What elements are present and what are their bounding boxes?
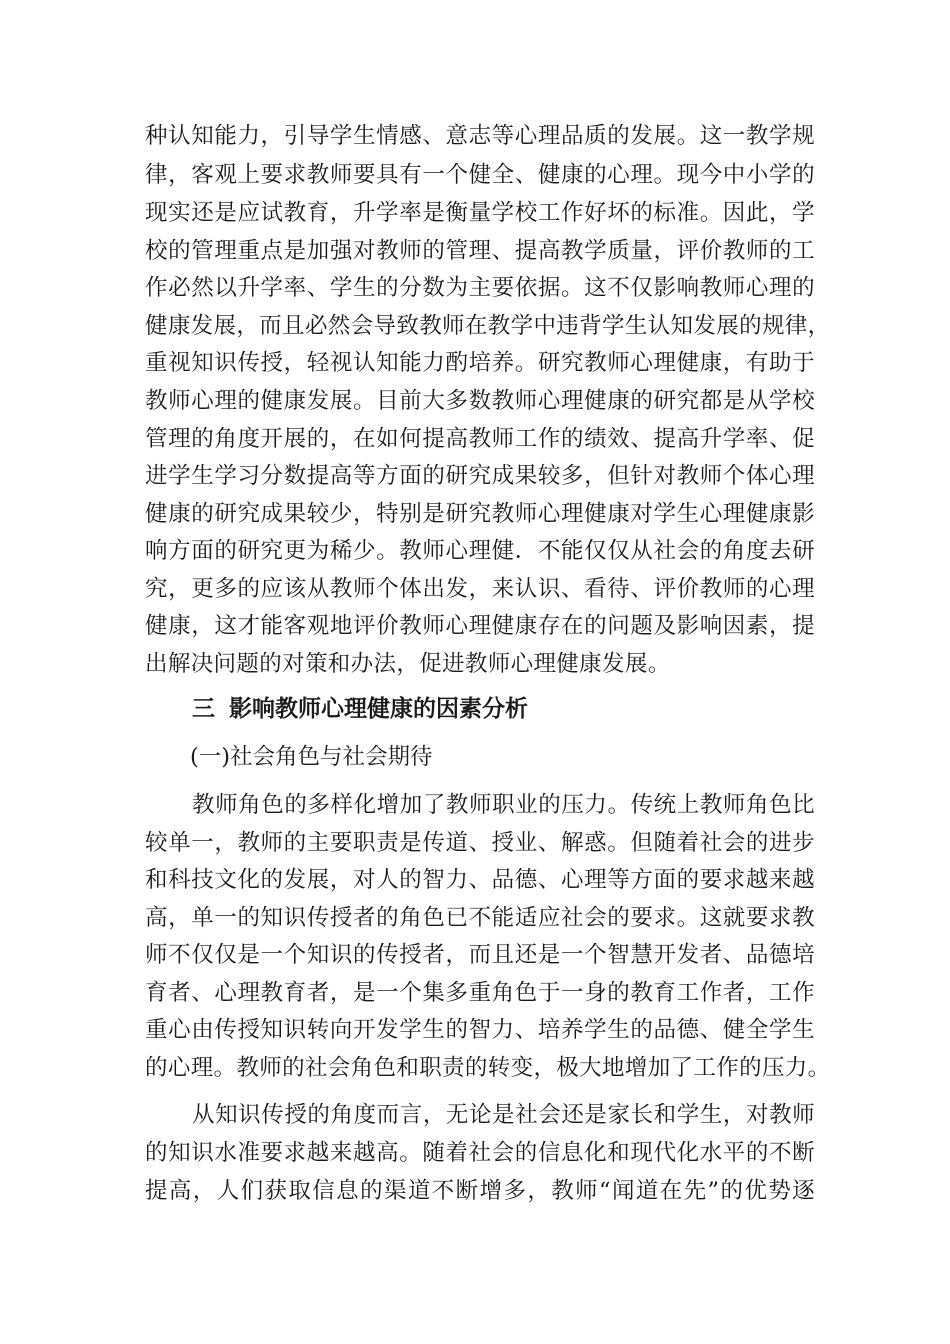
section-number: 三 bbox=[192, 696, 215, 722]
section-title: 影响教师心理健康的因素分析 bbox=[229, 696, 528, 722]
text-line: 的知识水准要求越来越高。随着社会的信息化和现代化水平的不断 bbox=[145, 1140, 815, 1166]
text-line: 出解决问题的对策和办法，促进教师心理健康发展。 bbox=[145, 651, 671, 677]
text-line: 重视知识传授，轻视认知能力酌培养。研究教师心理健康，有助于 bbox=[145, 350, 815, 376]
text-line: 重心由传授知识转向开发学生的智力、培养学生的品德、健全学生 bbox=[145, 1017, 815, 1043]
text-line: 律，客观上要求教师要具有一个健全、健康的心理。现今中小学的 bbox=[145, 162, 815, 188]
text-line: 健康，这才能客观地评价教师心理健康存在的问题及影响因素，提 bbox=[145, 613, 815, 639]
section-heading bbox=[192, 690, 528, 728]
text-line: 教师角色的多样化增加了教师职业的压力。传统上教师角色比 bbox=[192, 792, 815, 818]
text-line: 管理的角度开展的，在如何提高教师工作的绩效、提高升学率、促 bbox=[145, 426, 815, 452]
text-line: 从知识传授的角度而言，无论是社会还是家长和学生，对教师 bbox=[192, 1102, 815, 1128]
text-line: 现实还是应试教育，升学率是衡量学校工作好坏的标准。因此，学 bbox=[145, 200, 815, 226]
text-line: 教师心理的健康发展。目前大多数教师心理健康的研究都是从学校 bbox=[145, 388, 815, 414]
text-line: 健康的研究成果较少，特别是研究教师心理健康对学生心理健康影 bbox=[145, 501, 815, 527]
text-line: 进学生学习分数提高等方面的研究成果较多，但针对教师个体心理 bbox=[145, 463, 815, 489]
text-line: 健康发展，而且必然会导致教师在教学中违背学生认知发展的规律， bbox=[145, 313, 831, 339]
subsection-heading: (一)社会角色与社会期待 bbox=[190, 744, 433, 770]
text-line: 种认知能力，引导学生情感、意志等心理品质的发展。这一教学规 bbox=[145, 123, 815, 149]
text-line: 育者、心理教育者，是一个集多重角色于一身的教育工作者，工作 bbox=[145, 980, 815, 1006]
text-line: 和科技文化的发展，对人的智力、品德、心理等方面的要求越来越 bbox=[145, 867, 815, 893]
text-line: 校的管理重点是加强对教师的管理、提高教学质量，评价教师的工 bbox=[145, 238, 815, 264]
text-line: 高，单一的知识传授者的角色已不能适应社会的要求。这就要求教 bbox=[145, 905, 815, 931]
text-line: 师不仅仅是一个知识的传授者，而且还是一个智慧开发者、品德培 bbox=[145, 942, 815, 968]
text-line: 的心理。教师的社会角色和职责的转变，极大地增加了工作的压力。 bbox=[145, 1055, 831, 1081]
text-line: 作必然以升学率、学生的分数为主要依据。这不仅影响教师心理的 bbox=[145, 275, 815, 301]
text-line: 较单一，教师的主要职责是传道、授业、解惑。但随着社会的进步 bbox=[145, 830, 815, 856]
text-line: 提高，人们获取信息的渠道不断增多，教师“闻道在先”的优势逐 bbox=[145, 1178, 815, 1204]
text-line: 究，更多的应该从教师个体出发，来认识、看待、评价教师的心理 bbox=[145, 576, 815, 602]
text-line: 响方面的研究更为稀少。教师心理健．不能仅仅从社会的角度去研 bbox=[145, 538, 815, 564]
